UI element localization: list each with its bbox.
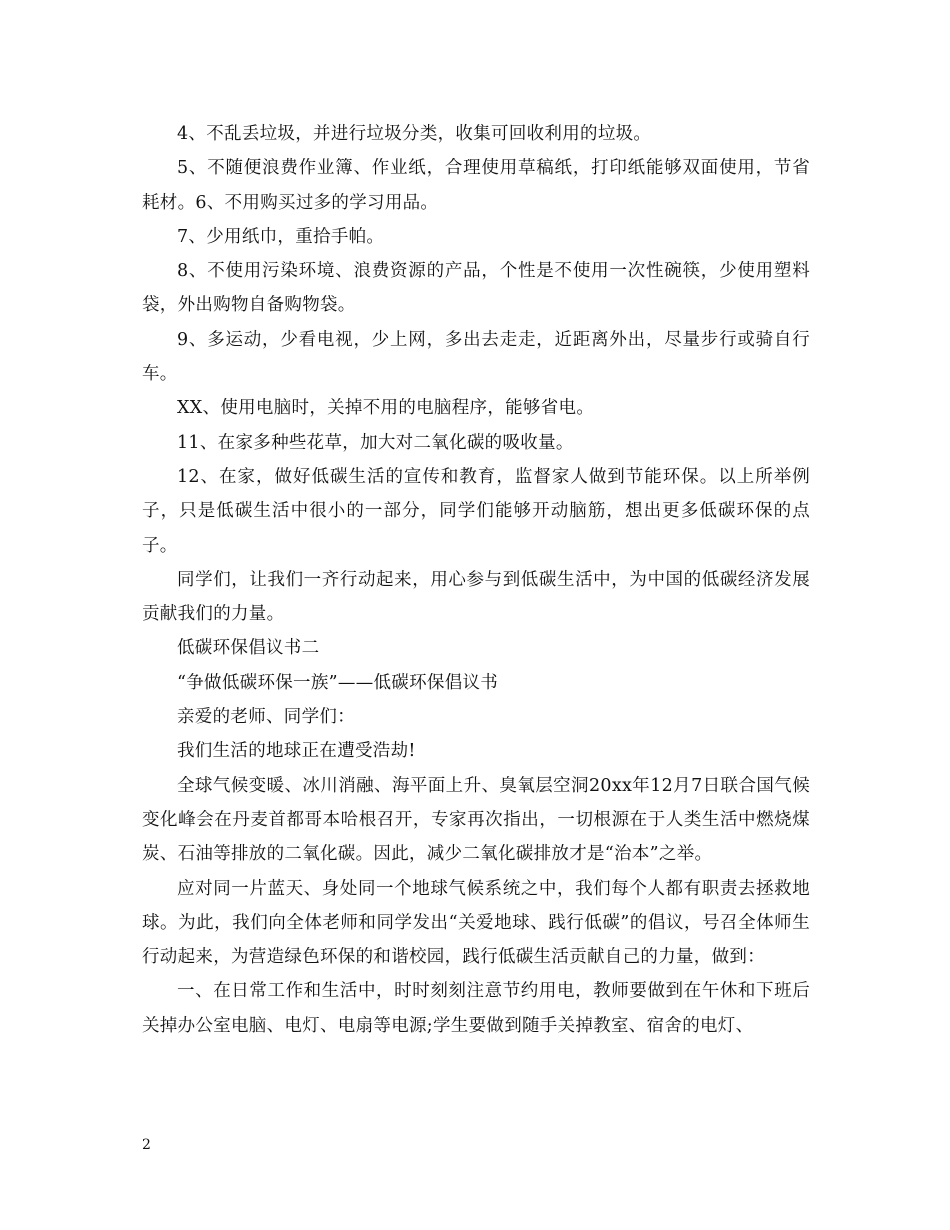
paragraph-item-8: 8、不使用污染环境、浪费资源的产品，个性是不使用一次性碗筷，少使用塑料袋，外出购物自备购物袋。 [142,261,810,316]
paragraph-item-7: 7、少用纸巾，重拾手帕。 [177,226,385,247]
page-number: 2 [142,1137,151,1153]
paragraph-item-5-6: 5、不随便浪费作业簿、作业纸，合理使用草稿纸，打印纸能够双面使用，节省耗材。6、不用购买过多的学习用品。 [142,158,810,213]
salutation: 亲爱的老师、同学们： [177,707,355,728]
paragraph-item-9: 9、多运动，少看电视，少上网，多出去走走，近距离外出，尽量步行或骑自行车。 [142,329,810,385]
paragraph-item-11: 11、在家多种些花草，加大对二氧化碳的吸收量。 [177,432,574,453]
section-heading: 低碳环保倡议书二 [177,638,320,659]
paragraph-item-4: 4、不乱丢垃圾，并进行垃圾分类，收集可回收利用的垃圾。 [177,124,652,144]
paragraph-climate-context: 全球气候变暖、冰川消融、海平面上升、臭氧层空洞20xx年12月7日联合国气候变化峰会在丹麦首都哥本哈根召开，专家再次指出，一切根源在于人类生活中燃烧煤炭、石油等排放的二氧化碳。因此，减少二氧化碳排放才是“治本”之举。 [142,775,810,865]
paragraph-point-one: 一、在日常工作和生活中，时时刻刻注意节约用电，教师要做到在午休和下班后关掉办公室电脑、电灯、电扇等电源;学生要做到随手关掉教室、宿舍的电灯、 [142,981,810,1036]
section-subtitle: “争做低碳环保一族”——低碳环保倡议书 [177,672,499,693]
opening-statement: 我们生活的地球正在遭受浩劫! [177,741,416,762]
document-body [142,117,810,1043]
paragraph-initiative: 应对同一片蓝天、身处同一个地球气候系统之中，我们每个人都有职责去拯救地球。为此，我们向全体老师和同学发出“关爱地球、践行低碳”的倡议，号召全体师生行动起来，为营造绿色环保的和谐校园，践行低碳生活贡献自己的力量，做到： [142,878,810,968]
paragraph-item-10: XX、使用电脑时，关掉不用的电脑程序，能够省电。 [177,398,595,419]
paragraph-item-12: 12、在家，做好低碳生活的宣传和教育，监督家人做到节能环保。以上所举例子，只是低碳生活中很小的一部分，同学们能够开动脑筋，想出更多低碳环保的点子。 [142,466,810,556]
paragraph-closing-call: 同学们，让我们一齐行动起来，用心参与到低碳生活中，为中国的低碳经济发展贡献我们的力量。 [142,569,810,625]
